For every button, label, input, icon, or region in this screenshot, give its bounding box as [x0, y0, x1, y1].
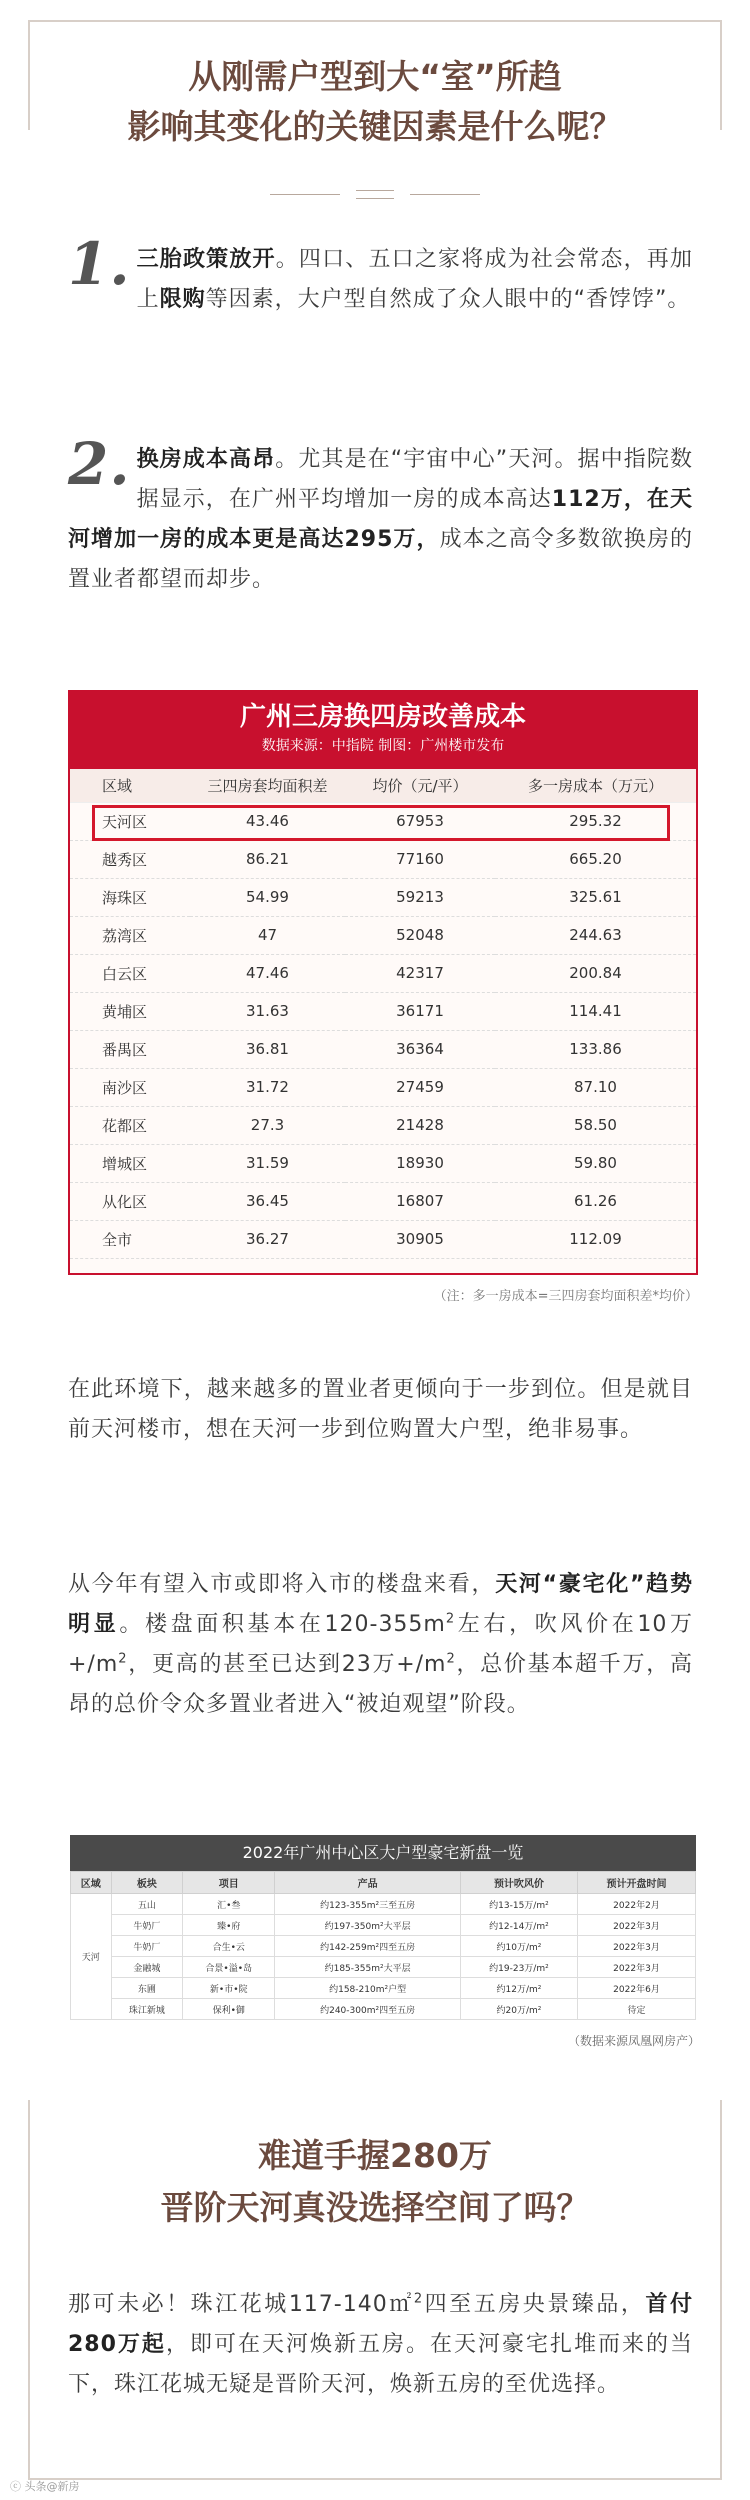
- watermark: ⓒ 头条@新房: [10, 2480, 80, 2493]
- table1-title: 广州三房换四房改善成本: [239, 702, 526, 732]
- table1-row: 花都区 27.3 21428 58.50: [70, 1106, 696, 1144]
- table1-row: 天河区 43.46 67953 295.32: [70, 802, 696, 840]
- table2-title: 2022年广州中心区大户型豪宅新盘一览: [70, 1835, 696, 1871]
- table2-row: 天河 五山 汇•叁 约123-355m²三至五房 约13-15万/m² 2022年2月: [71, 1894, 696, 1915]
- table1-row: 南沙区 31.72 27459 87.10: [70, 1068, 696, 1106]
- paragraph-3: 在此环境下，越来越多的置业者更倾向于一步到位。但是就目前天河楼市，想在天河一步到位购置大户型，绝非易事。: [68, 1377, 693, 1442]
- table2-row: 牛奶厂 合生•云 约142-259m²四至五房 约10万/m² 2022年3月: [71, 1936, 696, 1957]
- table1-row: 越秀区 86.21 77160 665.20: [70, 840, 696, 878]
- heading-divider: [270, 188, 480, 200]
- table2-row: 牛奶厂 臻•府 约197-350m²大平层 约12-14万/m² 2022年3月: [71, 1915, 696, 1936]
- table1-row: 增城区 31.59 18930 59.80: [70, 1144, 696, 1182]
- table1-row: 白云区 47.46 42317 200.84: [70, 954, 696, 992]
- point-1-number: 1.: [68, 230, 131, 298]
- table2-row: 东圃 新•市•院 约158-210m²户型 约12万/m² 2022年6月: [71, 1978, 696, 1999]
- table1-row: 全市 36.27 30905 112.09: [70, 1220, 696, 1258]
- point-2-paragraph: 2. 换房成本高昂。尤其是在“宇宙中心”天河。据中指院数据显示，在广州平均增加一房的成本高达112万，在天河增加一房的成本更是高达295万，成本之高令多数欲换房的置业者都望而却步。: [68, 430, 693, 592]
- table1-row: 荔湾区 47 52048 244.63: [70, 916, 696, 954]
- table2-row: 珠江新城 保利•御 约240-300m²四至五房 约20万/m² 待定: [71, 1999, 696, 2020]
- renovation-cost-table: [68, 690, 698, 1275]
- table1-row: 从化区 36.45 16807 61.26: [70, 1182, 696, 1220]
- main-heading: 从刚需户型到大“室”所趋 影响其变化的关键因素是什么呢？: [127, 57, 623, 146]
- table1-row: 黄埔区 31.63 36171 114.41: [70, 992, 696, 1030]
- luxury-projects-table: [70, 1835, 696, 2020]
- table1-row: 番禺区 36.81 36364 133.86: [70, 1030, 696, 1068]
- paragraph-4: 从今年有望入市或即将入市的楼盘来看，天河“豪宅化”趋势明显。楼盘面积基本在$120-355m^2$左右，吹风价在10万$+/m^2$，更高的甚至已达到23万$+/m^2$，总价基本超千万，高昂的总价令众多置业者进入“被迫观望”阶段。: [68, 1572, 693, 1717]
- table2-header-row: 区域 板块 项目 产品 预计吹风价 预计开盘时间: [71, 1872, 696, 1894]
- table2-district-cell: 天河: [71, 1894, 112, 2020]
- table1-row: 海珠区 54.99 59213 325.61: [70, 878, 696, 916]
- table2-row: 金融城 合景•溢•岛 约185-355m²大平层 约19-23万/m² 2022年3月: [71, 1957, 696, 1978]
- point-1-paragraph: 1. 三胎政策放开。四口、五口之家将成为社会常态，再加上限购等因素，大户型自然成了众人眼中的“香饽饽”。: [68, 230, 693, 312]
- table1-header: [70, 692, 696, 769]
- table2-note: （数据来源凤凰网房产）: [567, 2034, 700, 2048]
- paragraph-5: 那可未必！珠江花城117-140㎡$^2$四至五房央景臻品，首付280万起，即可在天河焕新五房。在天河豪宅扎堆而来的当下，珠江花城无疑是晋阶天河，焕新五房的至优选择。: [68, 2291, 693, 2397]
- section-2-heading: 难道手握280万 晋阶天河真没选择空间了吗？: [160, 2136, 590, 2227]
- point-2-number: 2.: [68, 430, 131, 498]
- table1-subtitle: 数据来源：中指院 制图：广州楼市发布: [261, 738, 505, 754]
- table1-header-row: 区域 三四房套均面积差 均价（元/平） 多一房成本（万元）: [70, 769, 696, 802]
- table1-note: （注：多一房成本=三四房套均面积差*均价）: [433, 1289, 698, 1304]
